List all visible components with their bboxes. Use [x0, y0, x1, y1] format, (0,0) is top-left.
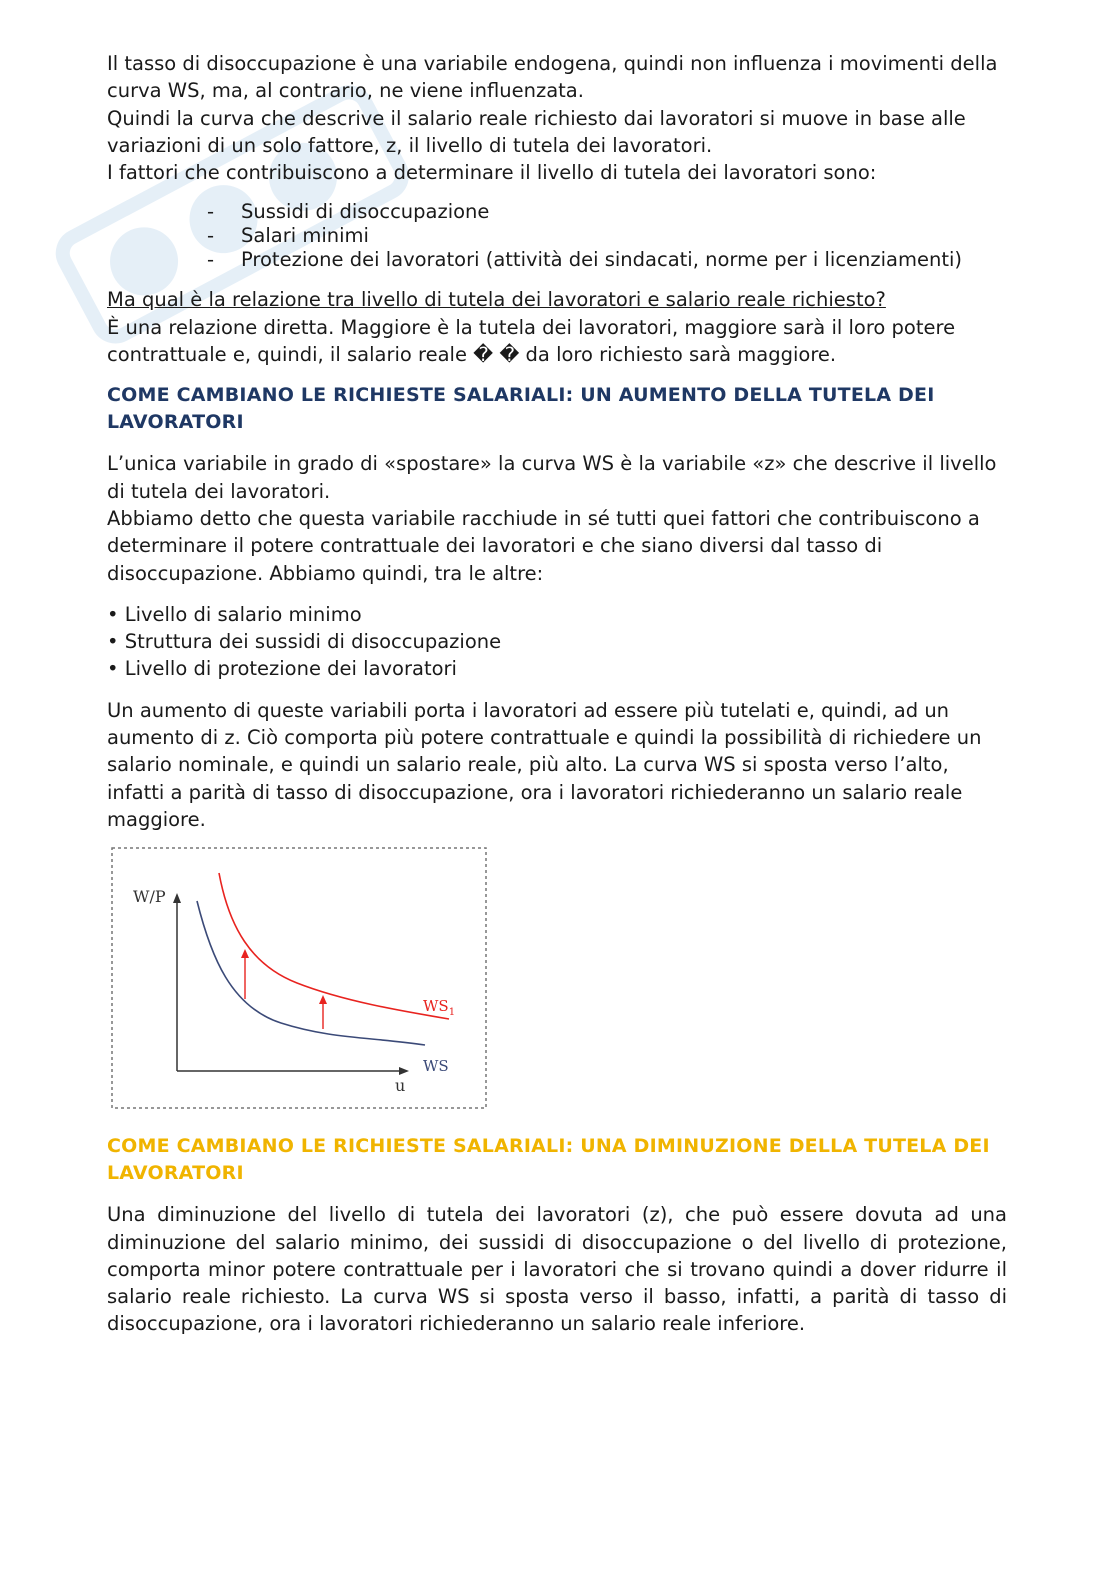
paragraph-z-factors: Abbiamo detto che questa variabile racchiude in sé tutti quei fattori che contribuiscono a determinare il potere contrattuale dei lavoratori e che siano diversi dal tasso di disoccupazione. Abbiamo quindi, tra le altre:: [107, 506, 980, 585]
ws-shift-chart: [111, 847, 487, 1109]
document-page: [107, 50, 1007, 1338]
section1-intro: [107, 450, 1007, 586]
factors-list: [107, 200, 1007, 272]
x-axis-label: u: [395, 1076, 406, 1096]
paragraph-increase-effect: Un aumento di queste variabili porta i lavoratori ad essere più tutelati e, quindi, ad un aumento di z. Ciò comporta più potere contrattuale e quindi la possibilità di richiedere un salario nominale, e quindi un salario reale, più alto. La curva WS si sposta verso l’alto, infatti a parità di tasso di disoccupazione, ora i lavoratori richiederanno un salario reale maggiore.: [107, 698, 982, 831]
intro-block: [107, 50, 1007, 186]
chart-svg: [111, 847, 487, 1109]
paragraph-endogenous: Il tasso di disoccupazione è una variabile endogena, quindi non influenza i movimenti della curva WS, ma, al contrario, ne viene influenzata.: [107, 52, 998, 103]
section-heading-decrease: COME CAMBIANO LE RICHIESTE SALARIALI: UNA DIMINUZIONE DELLA TUTELA DEI LAVORATORI: [107, 1135, 990, 1185]
list-item: - Salari minimi: [207, 224, 1007, 248]
y-axis-label: W/P: [133, 887, 166, 907]
paragraph-single-factor: Quindi la curva che descrive il salario reale richiesto dai lavoratori si muove in base alle variazioni di un solo fattore, z, il livello di tutela dei lavoratori.: [107, 106, 966, 157]
answer-text: È una relazione diretta. Maggiore è la tutela dei lavoratori, maggiore sarà il loro potere contrattuale e, quindi, il salario reale � � da loro richiesto sarà maggiore.: [107, 315, 956, 367]
section-heading-increase: COME CAMBIANO LE RICHIESTE SALARIALI: UN AUMENTO DELLA TUTELA DEI LAVORATORI: [107, 384, 935, 434]
paragraph-factors-intro: I fattori che contribuiscono a determinare il livello di tutela dei lavoratori sono:: [107, 161, 877, 185]
list-item: • Livello di salario minimo: [107, 602, 362, 626]
z-factors-list: [107, 601, 1007, 683]
ws1-label: $WS_1$: [423, 997, 456, 1019]
paragraph-decrease-effect: Una diminuzione del livello di tutela dei lavoratori (z), che può essere dovuta ad una diminuzione del salario minimo, dei sussidi di disoccupazione o del livello di protezione, comporta minor potere contrattuale per i lavoratori che si trovano quindi a dover ridurre il salario reale richiesto. La curva WS si sposta verso il basso, infatti, a parità di tasso di disoccupazione, ora i lavoratori richiederanno un salario reale inferiore.: [107, 1203, 1007, 1336]
list-item: • Livello di protezione dei lavoratori: [107, 657, 457, 681]
list-item: • Struttura dei sussidi di disoccupazione: [107, 630, 502, 654]
question-text: Ma qual è la relazione tra livello di tutela dei lavoratori e salario reale richiesto?: [107, 288, 886, 312]
question-block: [107, 286, 1007, 368]
list-item: - Sussidi di disoccupazione: [207, 200, 1007, 224]
paragraph-z-variable: L’unica variabile in grado di «spostare» la curva WS è la variabile «z» che descrive il livello di tutela dei lavoratori.: [107, 452, 997, 503]
list-item: - Protezione dei lavoratori (attività dei sindacati, norme per i licenziamenti): [207, 248, 1007, 272]
ws-label: WS: [423, 1057, 449, 1076]
